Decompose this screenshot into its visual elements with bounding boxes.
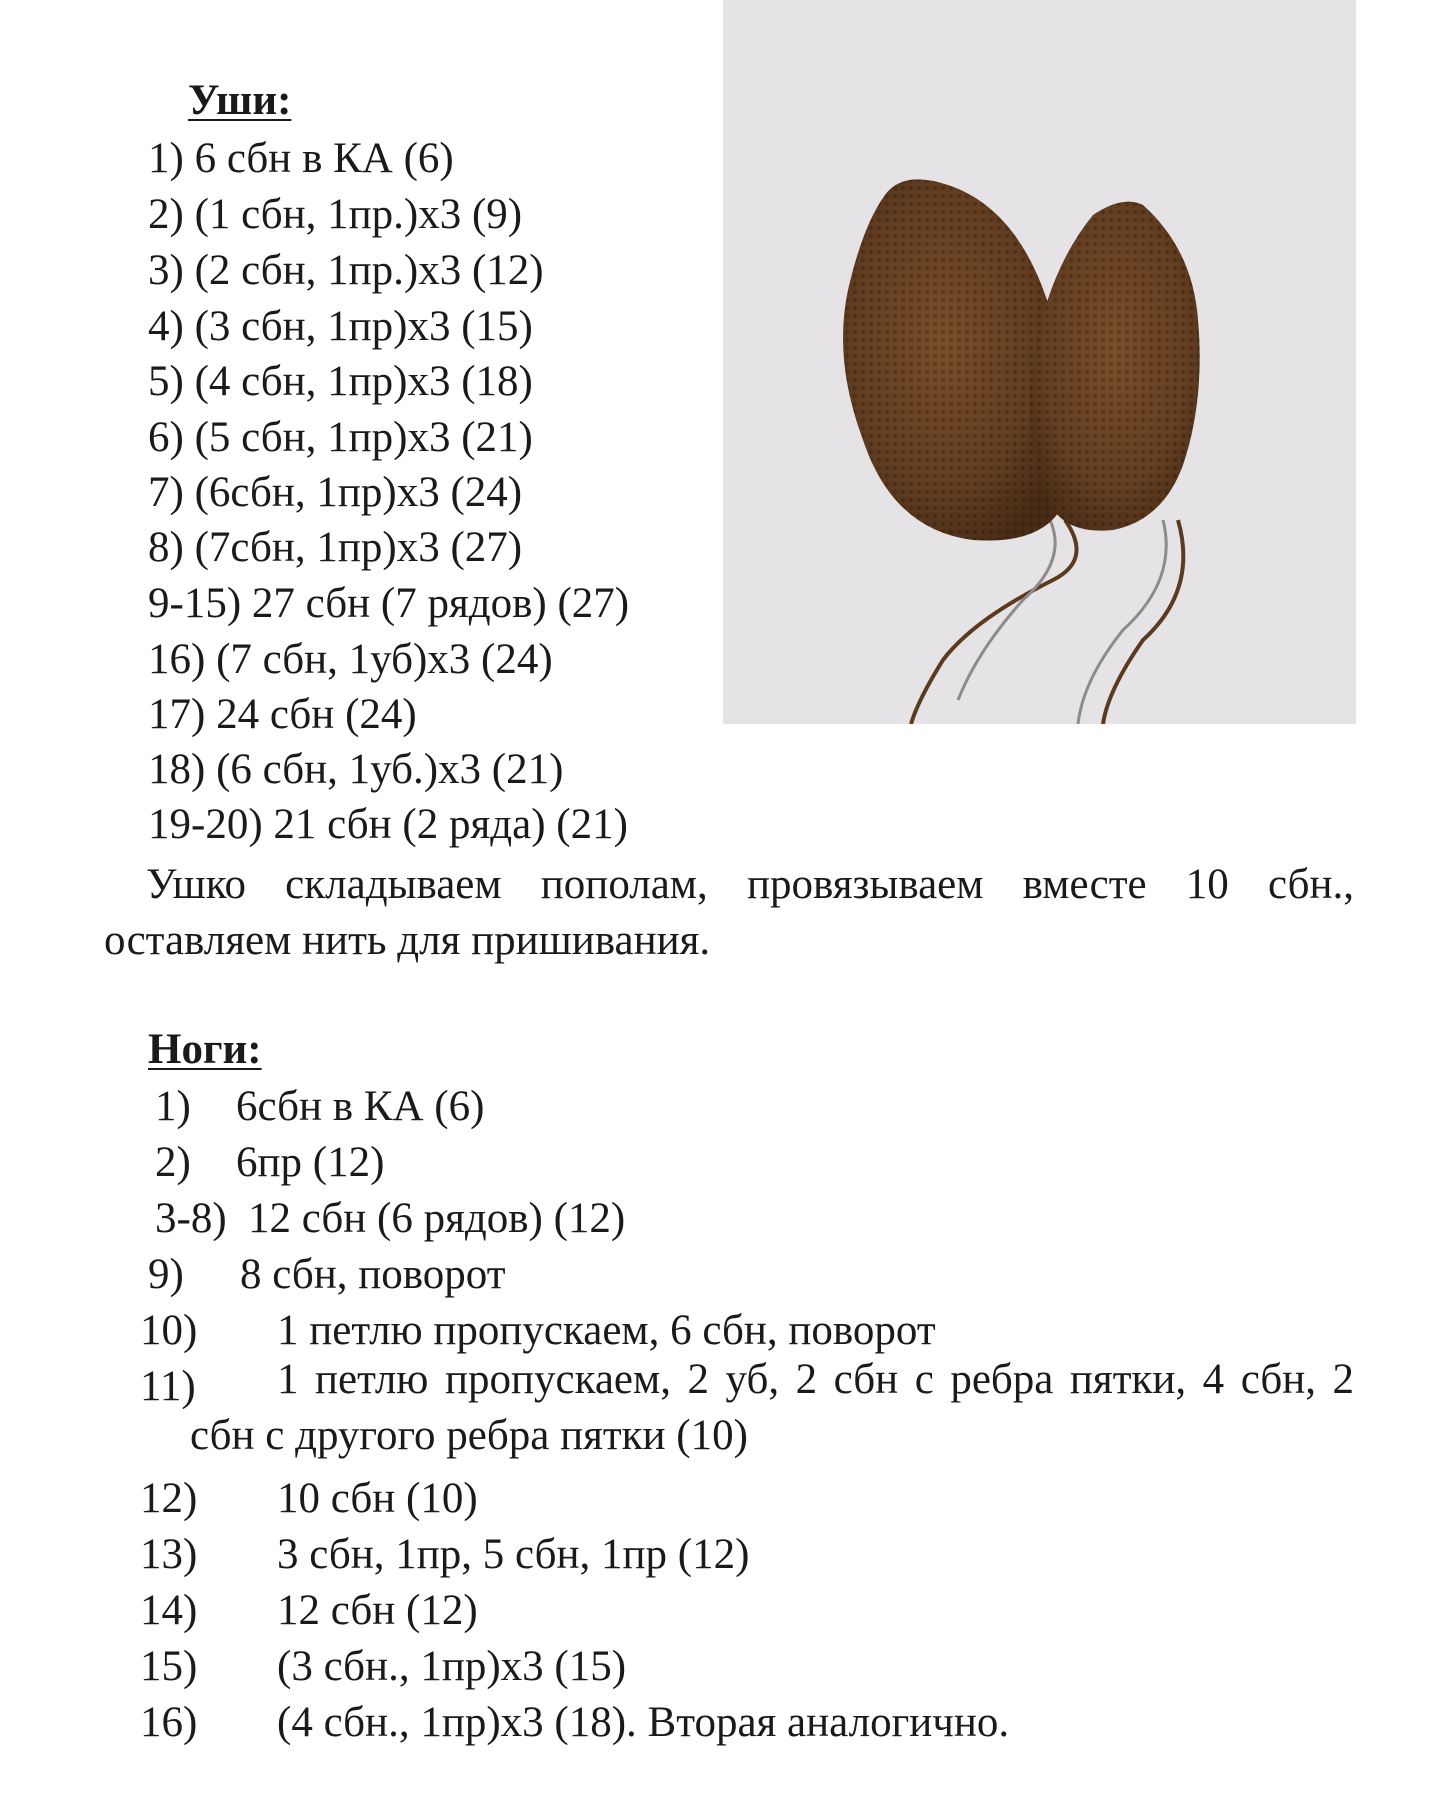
ears-photo: [723, 0, 1356, 724]
legs-row-8-num: 13): [140, 1531, 198, 1578]
legs-row-10-num: 15): [140, 1643, 198, 1690]
legs-row-3-num: 3-8): [155, 1195, 227, 1242]
legs-row-2-text: 6пр (12): [236, 1139, 385, 1186]
ears-row-13: 19-20) 21 сбн (2 ряда) (21): [148, 801, 628, 848]
legs-row-7-text: 10 сбн (10): [277, 1475, 478, 1522]
ears-row-2: 2) (1 сбн, 1пр.)х3 (9): [148, 191, 523, 238]
ears-row-1: 1) 6 сбн в КА (6): [148, 135, 454, 182]
legs-row-1-num: 1): [155, 1083, 191, 1130]
ears-row-4: 4) (3 сбн, 1пр)х3 (15): [148, 303, 533, 350]
ears-row-8: 8) (7сбн, 1пр)х3 (27): [148, 524, 523, 571]
ears-row-9: 9-15) 27 сбн (7 рядов) (27): [148, 580, 630, 627]
legs-row-6-num: 11): [140, 1363, 196, 1410]
ears-row-5: 5) (4 сбн, 1пр)х3 (18): [148, 358, 533, 405]
ears-title: Уши:: [188, 77, 292, 124]
ears-row-11: 17) 24 сбн (24): [148, 691, 417, 738]
legs-row-7-num: 12): [140, 1475, 198, 1522]
ears-row-3: 3) (2 сбн, 1пр.)х3 (12): [148, 247, 544, 294]
ears-row-6: 6) (5 сбн, 1пр)х3 (21): [148, 414, 533, 461]
legs-row-9-text: 12 сбн (12): [277, 1587, 478, 1634]
legs-row-9-num: 14): [140, 1587, 198, 1634]
legs-row-10-text: (3 сбн., 1пр)х3 (15): [277, 1643, 627, 1690]
legs-row-5-text: 1 петлю пропускаем, 6 сбн, поворот: [277, 1307, 936, 1354]
ears-row-7: 7) (6сбн, 1пр)х3 (24): [148, 469, 523, 516]
legs-row-4-text: 8 сбн, поворот: [240, 1251, 506, 1298]
legs-row-3-text: 12 сбн (6 рядов) (12): [248, 1195, 626, 1242]
legs-row-11-num: 16): [140, 1699, 198, 1746]
legs-row-4-num: 9): [148, 1251, 184, 1298]
legs-row-6-text: 1 петлю пропускаем, 2 уб, 2 сбн с ребра пятки, 4 сбн, 2 сбн с другого ребра пятки (10): [190, 1356, 1354, 1459]
ears-note: Ушко складываем пополам, провязываем вместе 10 сбн., оставляем нить для пришивания.: [104, 861, 1354, 964]
ears-row-10: 16) (7 сбн, 1уб)х3 (24): [148, 636, 553, 683]
legs-row-2-num: 2): [155, 1139, 191, 1186]
legs-title: Ноги:: [148, 1026, 262, 1073]
legs-row-1-text: 6сбн в КА (6): [236, 1083, 485, 1130]
legs-row-11-text: (4 сбн., 1пр)х3 (18). Вторая аналогично.: [277, 1699, 1010, 1746]
legs-row-8-text: 3 сбн, 1пр, 5 сбн, 1пр (12): [277, 1531, 750, 1578]
ears-row-12: 18) (6 сбн, 1уб.)х3 (21): [148, 746, 564, 793]
legs-row-5-num: 10): [140, 1307, 198, 1354]
